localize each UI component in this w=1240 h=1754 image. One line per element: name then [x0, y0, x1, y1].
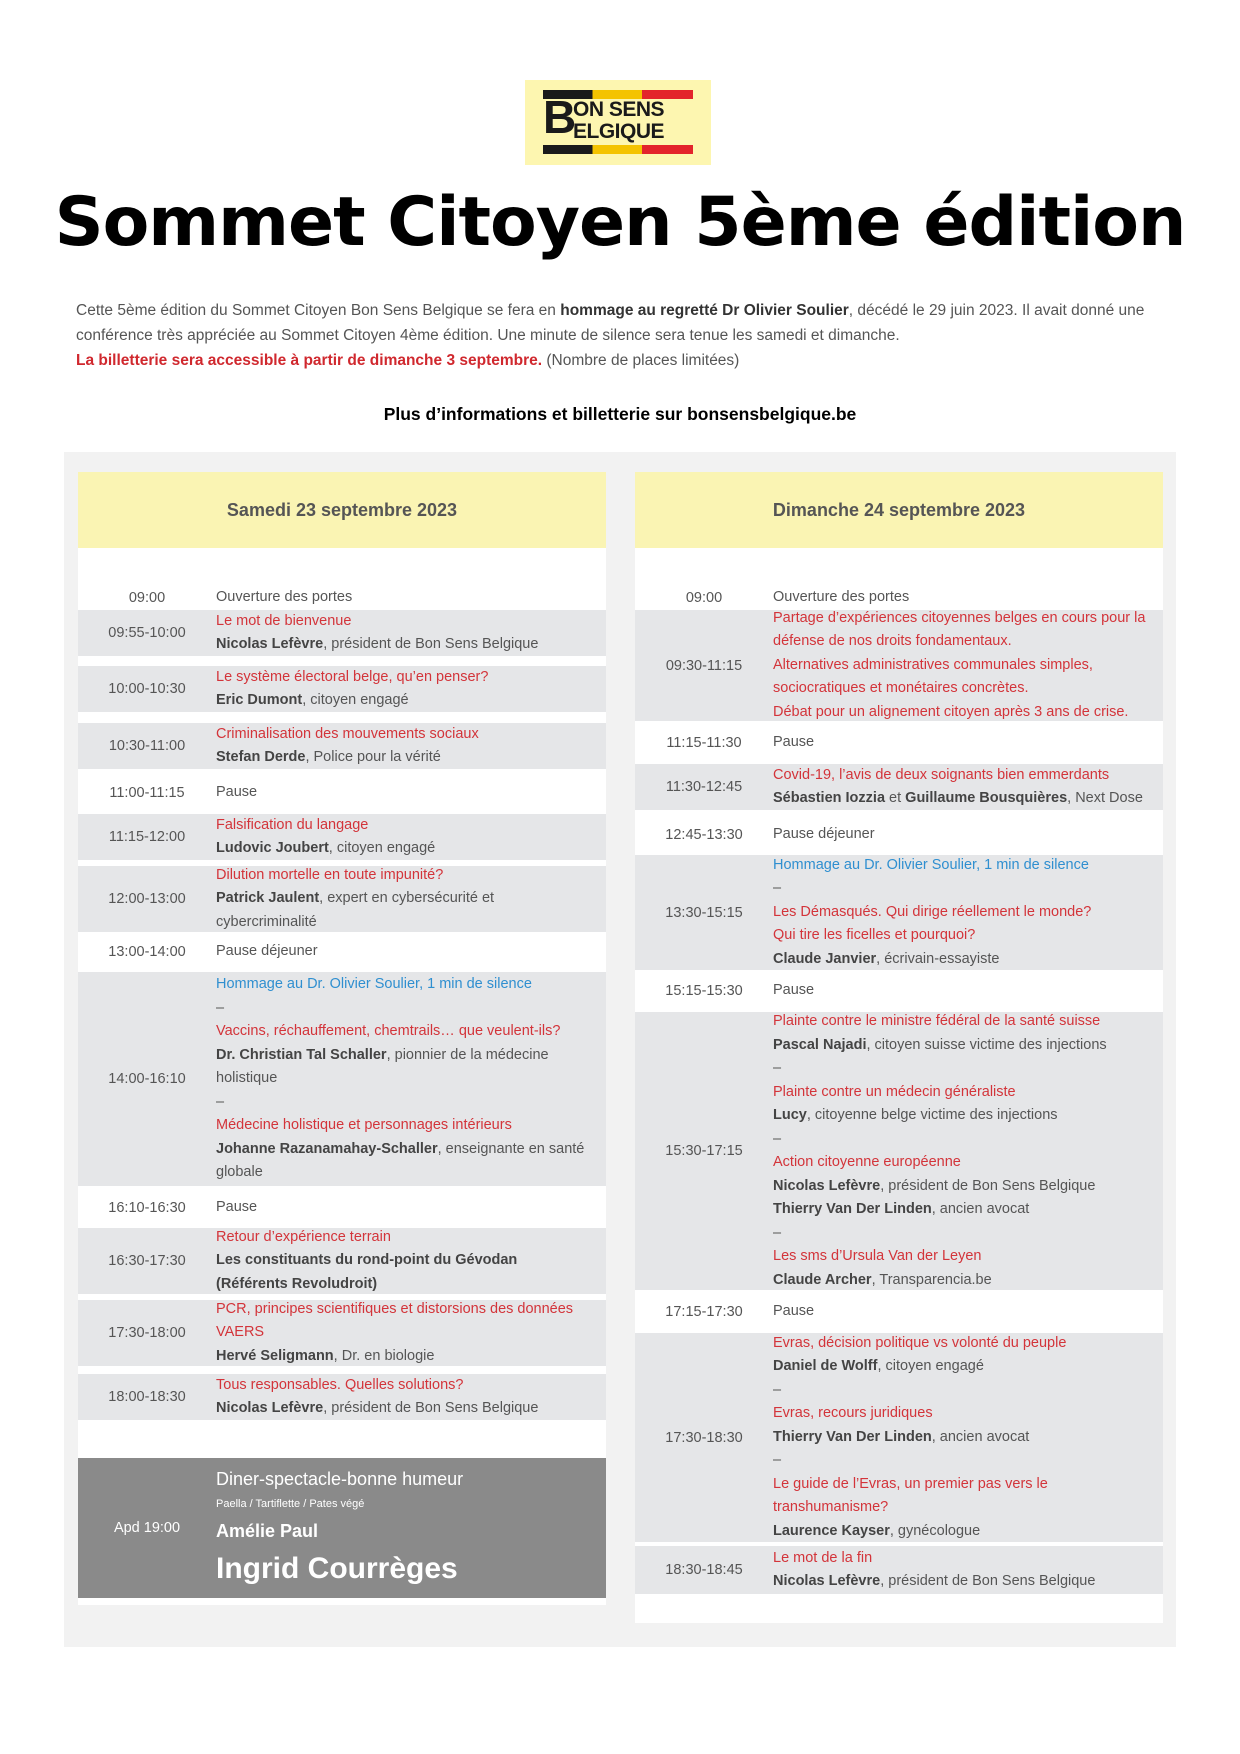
- session-text: –: [216, 999, 225, 1016]
- speaker-name: Patrick Jaulent: [216, 890, 320, 907]
- session-text: Pause: [773, 981, 815, 998]
- session-line: [216, 1226, 596, 1250]
- session-text: Pause: [773, 1302, 815, 1319]
- sunday-schedule-row: [635, 1546, 1163, 1594]
- session-line: [216, 887, 596, 911]
- speaker-name: Nicolas Lefèvre: [216, 1400, 324, 1416]
- time-slot: 10:30-11:00: [108, 738, 186, 754]
- session-details: [216, 940, 606, 964]
- session-title: défense de nos droits fondamentaux.: [773, 633, 1012, 650]
- session-title: sociocratiques et monétaires concrètes.: [773, 680, 1029, 697]
- speaker-name: Claude Janvier: [773, 950, 877, 967]
- session-line: [216, 633, 596, 657]
- session-text: Pause déjeuner: [773, 825, 875, 842]
- session-line: [773, 1300, 1153, 1324]
- bon-sens-belgique-logo: [525, 80, 711, 165]
- session-title: Partage d’expériences citoyennes belges en cours pour la: [773, 609, 1146, 626]
- session-line: [773, 979, 1153, 1003]
- session-line: [216, 1196, 596, 1220]
- saturday-schedule-row: [78, 1192, 606, 1223]
- ticketing-notice: La billetterie sera accessible à partir de dimanche 3 septembre.: [76, 352, 543, 369]
- session-details: [773, 731, 1163, 755]
- speaker-name: Sébastien Iozzia: [773, 790, 886, 806]
- time-slot: 13:30-15:15: [665, 904, 743, 921]
- session-details: [773, 1010, 1163, 1292]
- session-line: [216, 586, 596, 610]
- session-line: [773, 1034, 1153, 1058]
- speaker-name: Thierry Van Der Linden: [773, 1428, 932, 1445]
- session-line: [216, 814, 596, 838]
- speaker-name: Les constituants du rond-point du Gévodan: [216, 1252, 518, 1269]
- dinner-menu: Paella / Tartiflette / Pates végé: [216, 1498, 365, 1510]
- session-line: [216, 837, 596, 861]
- time-slot: 12:45-13:30: [665, 826, 743, 843]
- session-details: [216, 586, 606, 610]
- time-slot: Apd 19:00: [113, 1520, 181, 1536]
- session-title: Les Démasqués. Qui dirige réellement le monde?: [773, 903, 1092, 920]
- session-line: [216, 973, 596, 997]
- session-line: [773, 1222, 1153, 1246]
- session-title: Action citoyenne européenne: [773, 1154, 961, 1170]
- session-text: –: [773, 1060, 782, 1076]
- speaker-name: Nicolas Lefèvre: [216, 636, 324, 652]
- session-title: Tous responsables. Quelles solutions?: [216, 1376, 464, 1393]
- more-info-link[interactable]: Plus d’informations et billetterie sur bonsensbelgique.be: [383, 404, 857, 424]
- session-line: [773, 731, 1153, 755]
- session-text: Ouverture des portes: [216, 589, 353, 606]
- session-text: , citoyenne belge victime des injections: [806, 1107, 1058, 1123]
- dinner-title: Diner-spectacle-bonne humeur: [216, 1469, 464, 1489]
- saturday-header: Samedi 23 septembre 2023: [78, 472, 606, 548]
- speaker-name: Daniel de Wolff: [773, 1358, 878, 1375]
- intro-part: , décédé le 29 juin 2023. Il avait donné une conférence très appréciée au Sommet Citoyen 4ème édition. Une minute de silence sera tenue les samedi et dimanche.: [76, 302, 1145, 344]
- session-title: Retour d’expérience terrain: [216, 1228, 391, 1245]
- saturday-schedule-row: [78, 936, 606, 967]
- session-line: [773, 787, 1153, 811]
- session-text: cybercriminalité: [216, 913, 317, 930]
- session-line: [773, 823, 1153, 847]
- session-title: Hommage au Dr. Olivier Soulier, 1 min de silence: [773, 856, 1089, 873]
- saturday-schedule-row: [78, 1374, 606, 1420]
- speaker-name: Stefan Derde: [216, 749, 306, 765]
- session-text: Pause: [773, 733, 815, 750]
- session-title: Hommage au Dr. Olivier Soulier, 1 min de silence: [216, 976, 532, 993]
- session-line: [773, 1355, 1153, 1379]
- time-slot: 16:10-16:30: [108, 1199, 186, 1216]
- session-title: transhumanisme?: [773, 1499, 889, 1516]
- time-slot: 17:30-18:30: [665, 1429, 743, 1446]
- session-line: [773, 854, 1153, 878]
- session-title: Le système électoral belge, qu’en penser?: [216, 668, 489, 685]
- session-text: –: [773, 1381, 782, 1398]
- session-line: [216, 1114, 596, 1138]
- session-line: [773, 1269, 1153, 1293]
- session-title: Le guide de l’Evras, un premier pas vers le: [773, 1475, 1048, 1492]
- session-line: [773, 1496, 1153, 1520]
- time-slot: 15:15-15:30: [665, 982, 743, 999]
- saturday-schedule-row: [78, 866, 606, 932]
- session-line: [216, 1345, 596, 1369]
- saturday-column: [78, 472, 606, 1605]
- session-line: [216, 746, 596, 770]
- session-text: , ancien avocat: [931, 1428, 1030, 1445]
- intro-part: Cette 5ème édition du Sommet Citoyen Bon Sens Belgique se fera en: [76, 302, 561, 319]
- session-line: [773, 1426, 1153, 1450]
- session-text: –: [773, 1452, 782, 1469]
- session-text: , citoyen engagé: [302, 692, 409, 708]
- sunday-schedule-row: [635, 855, 1163, 970]
- sunday-column: [635, 472, 1163, 1623]
- session-line: [773, 701, 1153, 725]
- page-title: Sommet Citoyen 5ème édition: [54, 183, 1186, 262]
- session-line: [216, 666, 596, 690]
- session-details: [216, 781, 606, 805]
- speaker-name: Laurence Kayser: [773, 1522, 890, 1539]
- time-slot: 17:15-17:30: [665, 1303, 743, 1320]
- time-slot: 11:00-11:15: [109, 784, 185, 801]
- session-details: [216, 1226, 606, 1297]
- speaker-name: Hervé Seligmann: [216, 1347, 334, 1364]
- session-line: [773, 1081, 1153, 1105]
- session-line: [216, 1138, 596, 1162]
- session-details: [216, 723, 606, 770]
- session-line: [773, 1402, 1153, 1426]
- time-slot: 09:00: [128, 590, 166, 606]
- session-text: , expert en cybersécurité et: [319, 890, 495, 907]
- session-details: [773, 1300, 1163, 1324]
- session-details: [216, 1298, 606, 1369]
- session-title: Covid-19, l’avis de deux soignants bien emmerdants: [773, 766, 1110, 783]
- time-slot: 18:00-18:30: [108, 1389, 186, 1405]
- session-text: Pause: [216, 1198, 258, 1215]
- session-text: –: [773, 1130, 782, 1147]
- session-line: [773, 1473, 1153, 1497]
- saturday-schedule-row: [78, 610, 606, 656]
- session-line: [773, 1151, 1153, 1175]
- session-text: –: [773, 880, 782, 897]
- saturday-schedule-row: [78, 972, 606, 1186]
- session-details: [216, 610, 606, 657]
- session-text: , écrivain-essayiste: [876, 950, 1000, 967]
- session-text: Pause déjeuner: [216, 942, 318, 959]
- session-line: [216, 1044, 596, 1068]
- logo-text-line-1: ON SENS: [573, 98, 665, 121]
- time-slot: 09:55-10:00: [108, 625, 186, 641]
- session-title: Médecine holistique et personnages intérieurs: [216, 1117, 512, 1134]
- time-slot: 11:30-12:45: [665, 779, 743, 795]
- intro-places-limitees: (Nombre de places limitées): [542, 352, 740, 369]
- speaker-name: Nicolas Lefèvre: [773, 1573, 881, 1589]
- session-details: [216, 1196, 606, 1220]
- session-line: [216, 1020, 596, 1044]
- session-text: , président de Bon Sens Belgique: [880, 1573, 1096, 1589]
- session-text: , citoyen suisse victime des injections: [866, 1036, 1107, 1053]
- saturday-schedule-row: [78, 666, 606, 712]
- session-title: Evras, recours juridiques: [773, 1405, 933, 1422]
- speaker-name: Guillaume Bousquières: [905, 790, 1068, 806]
- session-text: , Transparencia.be: [871, 1271, 992, 1288]
- session-line: [216, 1298, 596, 1322]
- time-slot: 18:30-18:45: [665, 1562, 743, 1578]
- session-title: Les sms d’Ursula Van der Leyen: [773, 1248, 982, 1264]
- sunday-schedule-row: [635, 819, 1163, 850]
- session-title: Qui tire les ficelles et pourquoi?: [773, 927, 976, 944]
- session-line: [773, 924, 1153, 948]
- speaker-name: (Référents Revoludroit): [216, 1275, 378, 1292]
- session-details: [773, 979, 1163, 1003]
- session-details: [773, 1547, 1163, 1594]
- session-details: [773, 607, 1163, 725]
- session-title: Vaccins, réchauffement, chemtrails… que veulent-ils?: [216, 1023, 561, 1040]
- time-slot: 10:00-10:30: [108, 681, 186, 697]
- session-text: globale: [216, 1164, 263, 1181]
- sunday-header: Dimanche 24 septembre 2023: [635, 472, 1163, 548]
- logo-text-line-2: ELGIQUE: [573, 120, 665, 143]
- logo-letter-b: B: [543, 91, 577, 143]
- sunday-schedule-row: [635, 1012, 1163, 1290]
- logo-flag-bar-bottom: [543, 145, 693, 154]
- session-text: , enseignante en santé: [437, 1140, 585, 1157]
- session-details: [773, 1332, 1163, 1544]
- session-line: [773, 901, 1153, 925]
- speaker-name: Pascal Najadi: [773, 1036, 867, 1053]
- intro-text: [76, 298, 1166, 373]
- session-text: , citoyen engagé: [877, 1358, 984, 1375]
- session-line: [216, 1161, 596, 1185]
- session-details: [773, 854, 1163, 972]
- session-line: [773, 948, 1153, 972]
- saturday-schedule-row: [78, 1228, 606, 1294]
- session-line: [216, 1249, 596, 1273]
- session-line: [216, 610, 596, 634]
- session-text: –: [216, 1093, 225, 1110]
- artist-name: Ingrid Courrèges: [216, 1552, 458, 1585]
- time-slot: 09:00: [685, 590, 723, 606]
- session-line: [773, 1449, 1153, 1473]
- session-text: , président de Bon Sens Belgique: [880, 1177, 1096, 1194]
- session-line: [773, 1010, 1153, 1034]
- session-details: [216, 1374, 606, 1421]
- speaker-name: Eric Dumont: [216, 692, 303, 708]
- session-details: [216, 814, 606, 861]
- session-line: [216, 940, 596, 964]
- saturday-schedule-row: [78, 1300, 606, 1366]
- speaker-name: Claude Archer: [773, 1271, 872, 1288]
- time-slot: 12:00-13:00: [108, 891, 186, 907]
- session-line: [773, 630, 1153, 654]
- session-line: [773, 1570, 1153, 1594]
- session-text: , pionnier de la médecine: [386, 1046, 549, 1063]
- sunday-schedule-row: [635, 1333, 1163, 1542]
- time-slot: 16:30-17:30: [108, 1253, 186, 1269]
- session-line: [773, 1104, 1153, 1128]
- session-text: et: [885, 790, 906, 806]
- session-line: [773, 1379, 1153, 1403]
- session-title: Plainte contre le ministre fédéral de la santé suisse: [773, 1013, 1101, 1029]
- session-text: , président de Bon Sens Belgique: [323, 1400, 539, 1416]
- saturday-schedule-row: [78, 777, 606, 808]
- session-text: Pause: [216, 783, 258, 800]
- session-line: [216, 864, 596, 888]
- time-slot: 14:00-16:10: [108, 1071, 186, 1087]
- session-title: Falsification du langage: [216, 816, 369, 833]
- session-line: [773, 607, 1153, 631]
- session-details: [216, 666, 606, 713]
- session-line: [216, 1374, 596, 1398]
- session-line: [773, 1520, 1153, 1544]
- session-title: Dilution mortelle en toute impunité?: [216, 866, 444, 883]
- session-text: , Police pour la vérité: [305, 749, 441, 765]
- speaker-name: Lucy: [773, 1107, 807, 1123]
- session-line: [773, 1245, 1153, 1269]
- session-line: [773, 654, 1153, 678]
- sunday-schedule-row: [635, 610, 1163, 721]
- speaker-name: Dr. Christian Tal Schaller: [216, 1046, 387, 1063]
- session-line: [216, 997, 596, 1021]
- sunday-schedule-row: [635, 1296, 1163, 1327]
- session-title: Plainte contre un médecin généraliste: [773, 1083, 1016, 1100]
- sunday-schedule-row: [635, 975, 1163, 1006]
- session-text: , citoyen engagé: [328, 840, 436, 856]
- session-title: PCR, principes scientifiques et distorsions des données: [216, 1300, 574, 1317]
- session-line: [773, 677, 1153, 701]
- session-details: [216, 864, 606, 935]
- session-line: [773, 1198, 1153, 1222]
- session-title: VAERS: [216, 1324, 265, 1341]
- saturday-schedule-row: [78, 723, 606, 769]
- time-slot: 13:00-14:00: [108, 943, 186, 960]
- session-title: Débat pour un alignement citoyen après 3 ans de crise.: [773, 703, 1129, 720]
- artist-name: Amélie Paul: [216, 1521, 319, 1541]
- session-line: [216, 1397, 596, 1421]
- session-details: [773, 764, 1163, 811]
- session-line: [216, 1321, 596, 1345]
- session-line: [216, 1067, 596, 1091]
- session-line: [773, 1547, 1153, 1571]
- session-line: [216, 781, 596, 805]
- session-line: [773, 877, 1153, 901]
- session-line: [216, 723, 596, 747]
- session-text: , gynécologue: [889, 1522, 981, 1539]
- session-text: –: [773, 1224, 782, 1241]
- session-title: Alternatives administratives communales simples,: [773, 656, 1093, 673]
- speaker-name: Thierry Van Der Linden: [773, 1201, 932, 1217]
- time-slot: 11:15-12:00: [108, 829, 186, 845]
- session-line: [216, 689, 596, 713]
- time-slot: 17:30-18:00: [108, 1325, 186, 1341]
- session-text: holistique: [216, 1070, 278, 1087]
- session-text: , Dr. en biologie: [333, 1347, 435, 1364]
- speaker-name: Johanne Razanamahay-Schaller: [216, 1140, 438, 1157]
- session-title: Le mot de la fin: [773, 1549, 873, 1566]
- session-line: [773, 764, 1153, 788]
- session-title: Evras, décision politique vs volonté du peuple: [773, 1334, 1067, 1351]
- saturday-schedule-row: [78, 814, 606, 860]
- session-details: [216, 973, 606, 1185]
- speaker-name: Ludovic Joubert: [216, 840, 329, 856]
- session-text: , ancien avocat: [931, 1201, 1030, 1217]
- session-line: [773, 1128, 1153, 1152]
- session-line: [773, 1175, 1153, 1199]
- sunday-schedule-row: [635, 727, 1163, 758]
- session-text: Ouverture des portes: [773, 589, 910, 606]
- session-line: [773, 1057, 1153, 1081]
- saturday-dinner-row: [78, 1458, 606, 1598]
- time-slot: 09:30-11:15: [665, 657, 743, 674]
- session-line: [773, 1332, 1153, 1356]
- sunday-schedule-row: [635, 764, 1163, 810]
- session-title: Criminalisation des mouvements sociaux: [216, 725, 479, 742]
- session-text: , président de Bon Sens Belgique: [323, 636, 539, 652]
- session-line: [216, 911, 596, 935]
- session-line: [216, 1273, 596, 1297]
- session-text: , Next Dose: [1067, 790, 1143, 806]
- session-details: [773, 823, 1163, 847]
- speaker-name: Nicolas Lefèvre: [773, 1177, 881, 1194]
- session-line: [216, 1091, 596, 1115]
- time-slot: 15:30-17:15: [665, 1143, 743, 1159]
- dinner-details: [216, 1465, 606, 1591]
- time-slot: 11:15-11:30: [666, 734, 742, 751]
- session-title: Le mot de bienvenue: [216, 612, 352, 629]
- intro-hommage: hommage au regretté Dr Olivier Soulier: [560, 302, 849, 319]
